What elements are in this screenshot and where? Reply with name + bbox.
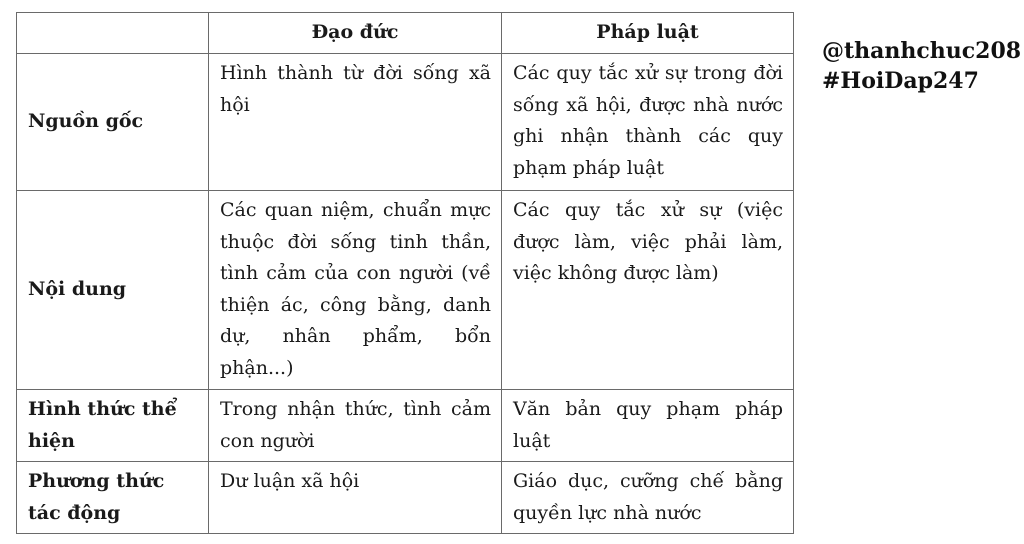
header-dao-duc: Đạo đức	[209, 13, 502, 54]
cell-phap-luat: Các quy tắc xử sự trong đời sống xã hội, được nhà nước ghi nhận thành các quy phạm pháp luật	[502, 54, 794, 191]
cell-phap-luat: Văn bản quy phạm pháp luật	[502, 390, 794, 462]
header-phap-luat: Pháp luật	[502, 13, 794, 54]
row-label-nguon-goc: Nguồn gốc	[17, 54, 209, 191]
cell-phap-luat: Các quy tắc xử sự (việc được làm, việc phải làm, việc không được làm)	[502, 191, 794, 390]
watermark	[822, 36, 1021, 96]
header-row	[17, 13, 794, 54]
table-row	[17, 462, 794, 534]
cell-dao-duc: Hình thành từ đời sống xã hội	[209, 54, 502, 191]
table-row	[17, 54, 794, 191]
row-label-phuong-thuc: Phương thức tác động	[17, 462, 209, 534]
watermark-handle: @thanhchuc208	[822, 38, 1022, 64]
comparison-table	[16, 12, 794, 534]
cell-dao-duc: Trong nhận thức, tình cảm con người	[209, 390, 502, 462]
table-row	[17, 390, 794, 462]
watermark-hashtag: #HoiDap247	[822, 68, 979, 94]
row-label-hinh-thuc: Hình thức thể hiện	[17, 390, 209, 462]
row-label-noi-dung: Nội dung	[17, 191, 209, 390]
table-row	[17, 191, 794, 390]
cell-dao-duc: Dư luận xã hội	[209, 462, 502, 534]
cell-phap-luat: Giáo dục, cưỡng chế bằng quyền lực nhà nước	[502, 462, 794, 534]
header-empty	[17, 13, 209, 54]
cell-dao-duc: Các quan niệm, chuẩn mực thuộc đời sống tinh thần, tình cảm của con người (về thiện ác, công bằng, danh dự, nhân phẩm, bổn phận...)	[209, 191, 502, 390]
